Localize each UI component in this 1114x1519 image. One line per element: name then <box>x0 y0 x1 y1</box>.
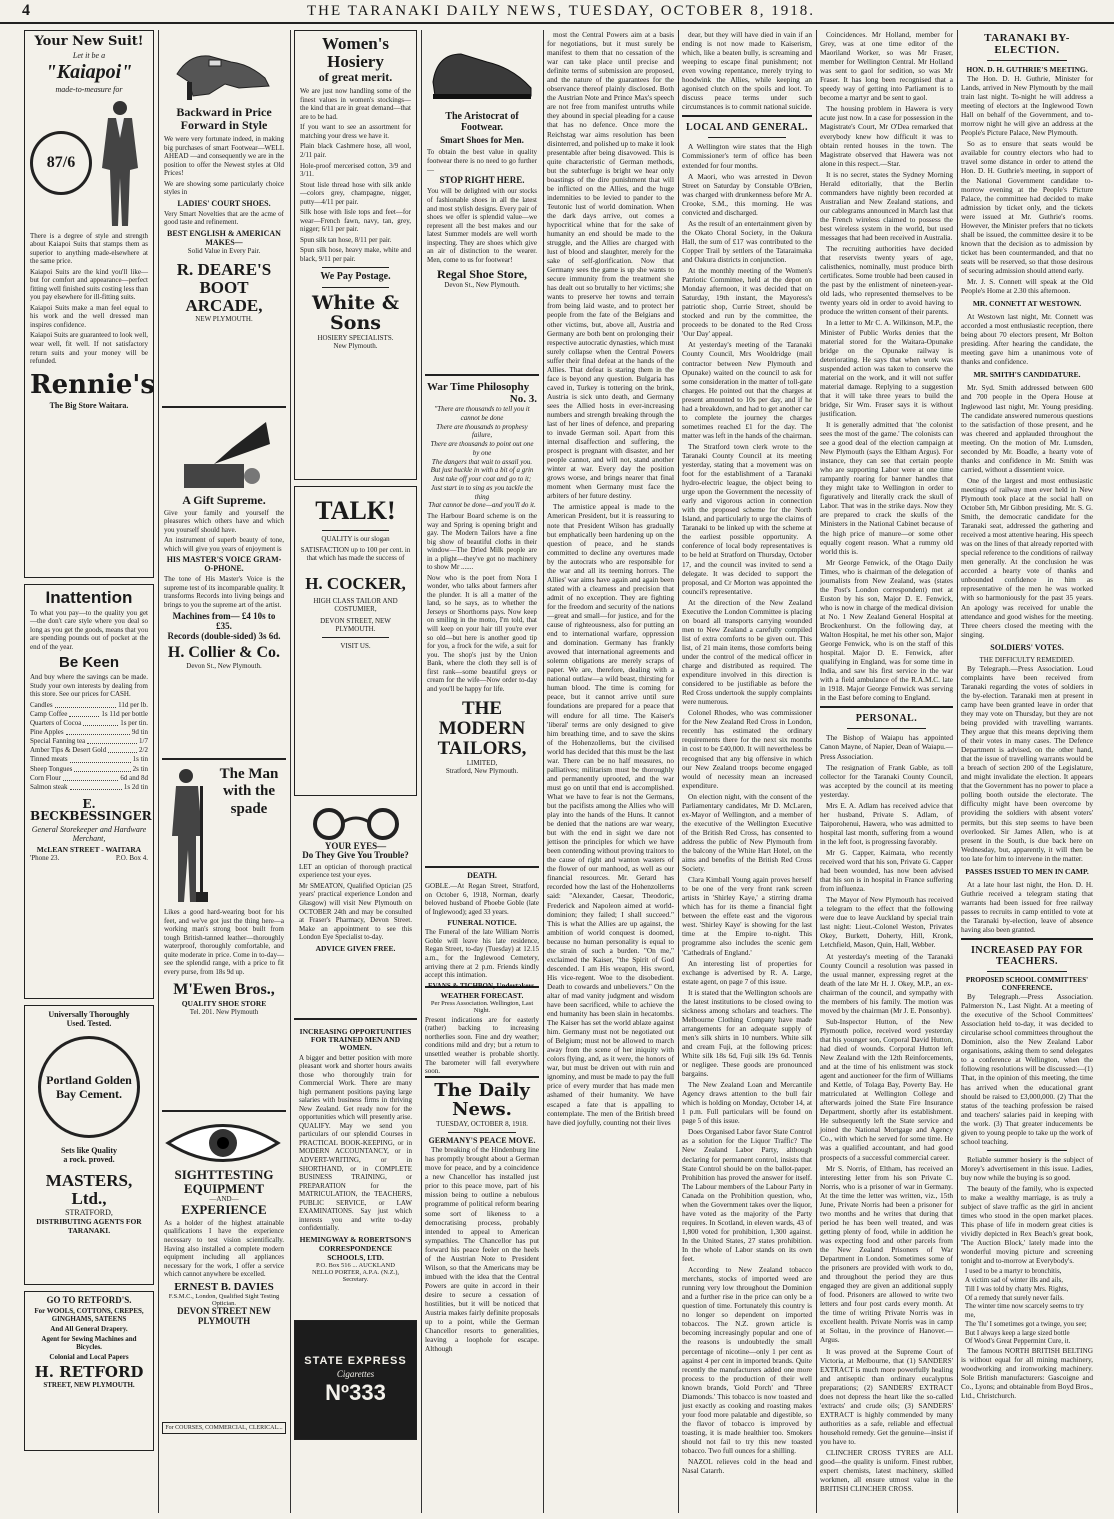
kaiapoi-brand: "Kaiapoi" <box>45 60 133 83</box>
advert-text: Kaiapoi Suits are guaranteed to look well, wear well, fit well. If not satisfactory return suits and your money will be refunded. <box>30 331 148 366</box>
section-heading: PERSONAL. <box>855 713 918 725</box>
section-heading: INCREASED PAY FOR TEACHERS. <box>970 945 1084 968</box>
modern-tailors-address: Stratford, New Plymouth. <box>445 767 519 776</box>
verse-line: A victim sad of winter ills and ails, <box>965 1276 1063 1285</box>
advert-text: We were very fortunate indeed, in making big purchases of smart Footwear—WELL AHEAD —and consequently we are in the position to offer the Newest styles at Old Prices! <box>164 135 284 178</box>
section-subheading: HON. D. H. GUTHRIE'S MEETING. <box>966 65 1088 74</box>
article-text: dear, but they will have died in vain if an ending is not now made to Kaiserism, which, like a beaten bully, is screaming and weeping to escape final punishment; not even vowing repentance, merely trying to hoodwink the Allies, while keeping an agonised clutch on the spoils and loot. To discuss peace terms under such circumstances is to commit national suicide. <box>682 30 812 112</box>
advert-heading: INCREASING OPPORTUNITIES FOR TRAINED MEN AND WOMEN. <box>299 1027 412 1052</box>
advert-text: We are showing some particularly choice styles in <box>164 179 284 197</box>
merchant-name: E. BECKBESSINGER <box>30 796 152 824</box>
article-text: The famous NORTH BRITISH BELTING is without equal for all mining machinery, woodworking and ironworking machinery. Sole British manufacturers: Gascoigne and Co., Lyons; and obtainable from Boyd Bros., Ltd., Christchurch. <box>961 1346 1093 1401</box>
deare-town: NEW PLYMOUTH. <box>195 314 253 323</box>
divider <box>425 374 539 376</box>
price-list <box>30 701 148 792</box>
hosiery-item: Spun silk hose, heavy make, white and black, 9/11 per pair. <box>300 246 411 263</box>
verse-line: Just start in to sing as you tackle the thing <box>430 483 534 501</box>
verse-line: The 'flu' I sometimes got a twinge, you see; <box>965 1319 1087 1328</box>
article-text: CLINCHER CROSS TYRES are ALL good—the quality is uniform. Finest rubber, expert chemists, latest machinery, skilled workmen, all ensure utmost value in the BRITISH CLINCHER CROSS. <box>820 1448 953 1494</box>
item-price: 11d per lb. <box>118 700 148 709</box>
notice-text: The Funeral of the late William Norris Goble will leave his late residence, Regan Street, to-day (Tuesday) at 12.15 a.m., for the Inglewood Cemetery, arriving there at 2 p.m. Friends kindly accept this intimation. <box>425 928 539 980</box>
price-list-item <box>30 755 148 764</box>
advert-text: Now who is the poet from Nora I wonder, who talks about farmers after the plunder. It is all a matter of the land, so he says, as to whether the Jerseys or Shorthorns pays. Now keep on smiling in the motto, I'm told, that will keep on your hair till you're ever so old—but here is another good tip for you, a frock for the wife, a suit for you. The shop's just by the Union Bank, where the cloth they sell is of first rank—some beautiful greys or cream for the wife—Now order to-day and you'll be happy for life. <box>427 573 537 693</box>
article-text: Clara Kimball Young again proves herself to be one of the very front rank screen artists in 'Shirley Kaye,' a stirring drama which has for its theme a financial fight between the effete east and the vigorous west. 'Shirley Kaye' is showing for the last time at the Empire to-night. This programme also includes the scenic gem 'Cathedrals of England.' <box>682 875 812 957</box>
advert-text: STOP RIGHT HERE. <box>439 175 525 186</box>
hosiery-items <box>300 142 411 263</box>
column-rule <box>678 30 679 1513</box>
merchant-phone: 'Phone 23. <box>30 853 60 862</box>
mewen-advert <box>162 764 286 1104</box>
column-rule <box>290 30 291 1513</box>
cocker-name: H. COCKER, <box>305 573 406 593</box>
advert-text: Likes a good hard-wearing boot for his feet, and we've got just the thing here—a working man's strong boot built from tough British-tanned leather—thoroughly waterproof, thoroughly comfortable, and quite moderate in price. Come in to-day—see the splendid range, with a price to fit every purse, from 18s 9d up. <box>164 908 284 976</box>
shoe-icon <box>169 34 279 104</box>
masters-cement-advert <box>24 1005 154 1285</box>
collier-town: Devon St., New Plymouth. <box>186 662 262 671</box>
item-price: 1s 11d per bottle <box>101 709 148 718</box>
inattention-advert <box>24 584 154 999</box>
modern-tailors-name: THE MODERN TAILORS, <box>437 698 527 760</box>
remedy-verse <box>961 1267 1093 1346</box>
column-rule <box>816 30 817 1513</box>
advert-text: Give your family and yourself the pleasures which others have and which you yourself should have. <box>164 508 284 534</box>
article-text: An interesting list of properties for exchange is advertised by R. A. Large, estate agent, on page 7 of this issue. <box>682 958 812 986</box>
suit-figure-icon <box>92 98 148 228</box>
item-price: 1s per tin. <box>120 719 148 728</box>
davies-name: ERNEST B. DAVIES <box>174 1280 274 1293</box>
item-price: 1s tin <box>132 755 148 764</box>
section-heading: LOCAL AND GENERAL. <box>685 122 809 134</box>
hemingway-box: P.O. Box 516 ... AUCKLAND <box>316 1261 395 1269</box>
article-text: most the Central Powers aim at a basis for negotiations, but it must surely be manifest to them that no cessation of the war can take place until precise and definite terms of submission are proposed, and the nature of the guarantees for the observance thereof plainly disclosed. Both the Austrian Note and Prince Max's speech are not free from manifest untruths while they abound in special pleading for a cause that has no defence. Once more the Reichstag war aims resolution has been disinterred, and polished up to make it look presentable after being disavowed. This is quite characteristic of German methods, but the subterfuge is bright we hear only boastings of the dire punishment that will be inflicted on the Allies, and the huge indemnities to be levied to pander to the Teutonic lust of world domination. When the dark days arrive, out comes a hypocritical whine that for the sake of humanity an end should be made to the struggle, and the Allies are charged with lust of blood and slaughter, merely for the sake of self-glorification. Now that Germany sees the game is up she wants to secure immunity from the treatment she has dealt out so brutally to her victims; she wants to preserve her towns and terrain from being laid waste, and to protect her people from the fate of the Belgians and other victims, but, above all, Austria and Germany are both bent on prolonging their respective autocratic dynasties, which must surely collapse when the Central Powers suffer their final defeat at the hands of the Allies. That defeat is staring them in the face is beyond any question. Bulgaria has caved in, Turkey is tottering on the brink, Austria is sick unto death, and Germany sees the Allied hosts in ever-increasing numbers and strength breaking through the last of her lines of defence, and preparing to invade German soil. Apart from this internal disaffection and suffering, the prospect is pregnant with disaster, and her people cannot, and will not, stand another winter at war. Every day the position grows worse, and brings nearer that final moment when Germany must face the arbiters of her future destiny. <box>547 30 674 501</box>
item-price: 1s 2d tin <box>123 782 148 791</box>
advert-text: Very Smart Novelties that are the acme of good taste and refinement. <box>164 209 284 227</box>
undertakers: EVANS & TICHBON, Undertakers. <box>427 981 537 990</box>
column-8 <box>961 30 1093 1513</box>
article-text: Mrs E. A. Adlam has received advice that her husband, Private S. Adlam, of Taiporohenui, Hawera, who was admitted to hospital last month, suffering from a wound in the left foot, is progressing favorably. <box>820 800 953 846</box>
modern-tailors-ltd: LIMITED, <box>466 759 498 768</box>
verse-line: There are thousands to prophesy failure, <box>436 422 528 440</box>
advert-text: If you want to see an assortment for matching your dress we have it. <box>300 123 411 140</box>
kaiapoi-advert <box>24 30 154 578</box>
white-sons-subtitle: HOSIERY SPECIALISTS. <box>317 333 394 342</box>
masthead <box>0 0 1114 24</box>
article-text: Coincidences. Mr Holland, member for Grey, was at one time editor of the Maoriland Worker, so was Mr Fraser, member for Wellington Central. Mr Holland was sent to gaol for sedition, so was Mr Fraser. It has long been recognised that a speedy way of getting into Parliament is to become a martyr and be sent to gaol. <box>820 30 953 103</box>
advert-text: Kaiapoi Suits are the kind you'll like—but for comfort and appearance—perfect fitting well finished suits costing less than you pay elsewhere for ill-fitting suits. <box>30 267 148 302</box>
white-sons-name: White & Sons <box>311 291 399 334</box>
hemingway-name: HEMINGWAY & ROBERTSON'S CORRESPONDENCE SCHOOLS, LTD. <box>299 1234 412 1262</box>
verse-line: Till I was told by chatty Mrs. Rights, <box>965 1284 1069 1293</box>
item-name: Amber Tips & Desert Gold <box>30 746 107 755</box>
article-text: Mr. J. S. Connett will speak at the Old People's Home at 2.30 this afternoon. <box>961 277 1093 296</box>
hemingway-advert <box>294 1024 417 1314</box>
state-express-advert <box>294 1320 417 1440</box>
advert-text: You will be delighted with our stocks of fashionable shoes in all the latest and most stylish designs. Every pair of shoes we offer is splendid value—we represent all the best makes and our latest Summer models are well worth inspecting. They are shoes which give an air of distinction to the wearer. Men, come to us for footwear! <box>427 187 537 264</box>
verse-line: That cannot be done—and you'll do it. <box>428 501 536 510</box>
price-list-item <box>30 737 148 746</box>
item-price: 9d tin <box>131 728 148 737</box>
article-text: A Wellington wire states that the High Commissioner's term of office has been extended for four months. <box>682 142 812 170</box>
smeaton-advert <box>294 802 417 1012</box>
advert-heading: War Time Philosophy <box>427 381 530 393</box>
davies-quals: F.S.M.C., London, Qualified Sight Testing Optician. <box>168 1293 280 1308</box>
deare-name: R. DEARE'S BOOT ARCADE, <box>176 259 272 315</box>
item-price: 2/2 <box>139 746 148 755</box>
advert-heading: Do They Give You Trouble? <box>302 850 409 861</box>
cocker-advert <box>294 486 417 796</box>
article-text: Colonel Rhodes, who was commissioner for the New Zealand Red Cross in London, recently has estimated the ordinary requirements there for the next six months in cost to be £40,000. It will nevertheless be recognised that any big offensive in which our New Zealand troops become engaged would of necessity mean an increased expenditure. <box>682 708 812 790</box>
davies-advert <box>162 1116 286 1416</box>
eye-icon <box>164 1118 282 1168</box>
advert-heading: Smart Shoes for Men. <box>440 135 524 145</box>
cocker-visit: VISIT US. <box>340 641 371 650</box>
spectacles-icon <box>301 806 411 842</box>
weather-text: Present indications are for easterly (rather) backing to increasing northerlies soon. Fine and dry weather; conditions mild and dry; but a return to unsettled weather is probable shortly. The barometer will fall everywhere soon. <box>425 1015 539 1076</box>
masters-name: MASTERS, Ltd., <box>45 1171 133 1208</box>
advert-text: Machines from— £4 10s to £35. <box>172 611 276 632</box>
advert-subheading: Let it be a <box>72 50 106 60</box>
item-name: Quarters of Cocoa <box>30 719 82 728</box>
advert-heading: No. 3. <box>509 392 537 405</box>
advert-heading: Inattention <box>45 588 133 607</box>
article-text: The beauty of the family, who is expected to make a wealthy marriage, is as truly a subject of slave traffic as the girl in ancient times who stood in the open market places. This phase of life in modern great cities is vividly depicted in Rex Beach's great book, 'The Auction Block,' lately made into the wonderful moving picture and screening tonight and to-morrow at Everybody's. <box>961 1183 1093 1266</box>
advert-text: As a holder of the highest attainable qualifications I have the experience necessary to test vision scientifically. Having also installed a complete modern equipment including all appliances necessary for the work, I offer a service which cannot anywhere be excelled. <box>164 1218 284 1279</box>
article-text: Mr George Fenwick, of the Otago Daily Times, who is chairman of the delegation of journalists from New Zealand, was (states the Post's London correspondent) met at Euston by his son, Major D. E. Fenwick, who is now in charge of the medical division at No. 1 New Zealand General Hospital at Brockenhurst. On the following day, at Walton Hospital, he met his other son, Major George Fenwick, who is on the staff of this hospital. Major D. E. Fenwick, after qualifying in England, was for some time in India, and saw his first service in the war with a field ambulance of the R.A.M.C. late in 1918. Major George Fenwick was serving in the East before coming to England. <box>820 557 953 703</box>
verse-line: But I always keep a large sized bottle <box>965 1328 1070 1337</box>
editorial-date: TUESDAY, OCTOBER 8, 1918. <box>436 1119 528 1128</box>
page-number: 4 <box>22 2 30 19</box>
article-text: The Stratford town clerk wrote to the Taranaki County Council at its meeting yesterday, stating that a movement was on foot for the establishment of a Taranaki hydro-electric league, the object being to urge upon the Government the necessity of early and vigorous action in connection with the proposed scheme for the North Island, and particularly to urge the claims of Taranaki to be linked up with the scheme at the earliest possible opportunity. A conference of local body representatives is to be held at Stratford on Thursday, October 17, and the council was invited to send a delegate. It was decided to support the proposal, and Cr Morton was appointed the council's representative. <box>682 441 812 596</box>
price-list-item <box>30 746 148 755</box>
divider <box>162 406 286 408</box>
advert-text: And buy where the savings can be made. Study your own interests by dealing from this store. See our prices for CASH. <box>30 673 148 699</box>
section-heading: WEATHER FORECAST. <box>440 991 524 1000</box>
advert-heading: Nº333 <box>325 1380 386 1406</box>
advert-text: Solid Value in Every Pair. <box>187 246 261 255</box>
hosiery-item: Silk hose with lisle tops and feet—for wear—French fawn, navy, tan, grey, nigger; 6/11 per pair. <box>300 208 411 234</box>
article-text: Does Organised Labor favor State Control as a solution for the Liquor Traffic? The New Zealand Labor Party, although declaring for permanent control, insists that State Control should be on the ballot-paper. Prohibition has proved the answer for itself. The Labour members of the Labour Party in Canada on the Prohibition question, who, when the Government takes over the liquor, have voted as the majority of the Party requires. In Scotland, in eleven wards, 43 of 1,800 voted for prohibition, 1,300 against. In the United States, 27 states prohibition. In the whole of Labor stands on its own feet. <box>682 1127 812 1264</box>
advert-heading: Backward in Price <box>176 105 272 119</box>
editorial-text: The breaking of the Hindenburg line has promptly brought about a German move for peace, and by a coincidence a new Chancellor has installed just prior to this peace move, part of his mission being to outline a nebulous programme of political reform bearing some sort of likeness to a democratising process, probably intended to appeal to American sympathies. The Chancellor has put forward his peace feeler on the heels of the Austrian Note to President Wilson, so that the Americans may be imbued with the idea that the Central Powers are quite in accord in their desire to secure a cessation of hostilities, but it will be noticed that Austria makes fairly definite proposals up to a point, while the German Chancellor resorts to generalities, leaving a loophole for escape. Although <box>425 1145 539 1354</box>
column-6 <box>682 30 812 1513</box>
article-text: The resignation of Frank Gable, as toll collector for the Taranaki County Council, was accepted by the council at its meeting yesterday. <box>820 762 953 799</box>
article-text: So as to ensure that seats would be available for country electors who had to travel some distance in order to attend the Hon. D. H. Guthrie's meeting, in support of the National Government candidate to-morrow evening at the People's Picture Palace, the committee had decided to make admission by ticket only, and the tickets were issued at Mr. Guthrie's rooms. However, the Minister prefers that no tickets shall be issued, the committee desire it to be known that the decision as to admission by ticket has been countermanded, and that no seats will be reserved, so that those desirous of securing admission should attend early. <box>961 139 1093 275</box>
retford-lines <box>30 1307 148 1361</box>
advert-heading: EXPERIENCE <box>181 1202 267 1218</box>
article-text: By Telegraph.—Press Association. Palmerston N., Last Night. At a meeting of the executive of the School Committees' Association held to-day, it was decided to circularise school committees throughout the Dominion, also the New Zealand Labor organisations, asking them to send delegates to a conference at Wellington, when the following resolutions will be discussed:—(1) That, in the opinion of this meeting, the time has arrived when the educational grant should be raised to £3,000,000. (2) That the status of the teaching profession be raised and teachers' salaries paid in keeping with the work. (3) That greater inducements be given to young people to take up the work of school teaching. <box>961 992 1093 1146</box>
verse-line: "There are thousands to tell you it cannot be done <box>434 405 530 422</box>
philosophy-verse <box>427 405 537 510</box>
advert-text: a rock. proved. <box>63 1155 115 1164</box>
item-name: Special Fanning tea <box>30 737 86 746</box>
article-text: As the result of an entertainment given by the Okato Choral Society, in the Oakura Hall, the sum of £17 was contributed to the Copper Trail by settlers of the Tataraimaka and Oakura districts in conjunction. <box>682 218 812 264</box>
advert-text: There is a degree of style and strength about Kaiapoi Suits that stamps them as superior to anything made-elsewhere at the same price. <box>30 231 148 266</box>
article-text: It is generally admitted that 'the colonist sees the most of the game.' The colonists can see a good deal of the election campaign at New Plymouth (says the Eltham Argus). For instance, they can see that certain people who are supporting Labor were at one time rampantly roaring for banner handles that they might take to Wellington in order to figuratively and literally crack the skull of Labor. That was in the strike days. Now they are prepared to crack the skulls of the Ministers in the National Cabinet because of the high price of manure—or some other equally cogent reason. What a rummy old world this is. <box>820 419 953 556</box>
weather-forecast <box>425 991 539 1076</box>
price-badge: 87/6 <box>30 131 92 195</box>
advert-text: —AND— <box>209 1195 239 1204</box>
retford-line: Colonial and Local Papers <box>49 1353 129 1362</box>
hosiery-advert <box>294 30 417 480</box>
article-text: At a late hour last night, the Hon. D. H. Guthrie received a telegram stating that warrants had been issued for free railway passes to recruits in camp entitled to vote at the Taranaki by-election, leave of absence having also been granted. <box>961 879 1093 934</box>
article-text: In a letter to Mr C. A. Wilkinson, M.P., the Minister of Public Works denies that the material stored for the Waitara-Opunake bridge on the Opunake railway is deteriorating. He says that when work was suspended action was taken to conserve the material on the work, and it will not suffer material damage. Replying to a suggestion that it will take three years to build the bridge, Sir Wm. Fraser says it is without justification. <box>820 318 953 418</box>
item-name: Salmon steak <box>30 782 68 791</box>
price-list-item <box>30 774 148 783</box>
weather-source: Per Press Association. Wellington, Last Night. <box>430 999 534 1014</box>
section-heading: TARANAKI BY-ELECTION. <box>984 32 1070 56</box>
article-text: According to New Zealand tobacco merchants, stocks of imported weed are running very low throughout the Dominion and a further rise in the price can only be a question of time. Fortunately this country is no longer so dependent on imported tobaccos. The N.Z. grown article is becoming increasingly popular and one of the reasons is undoubtedly the small percentage of nicotine—only 1 per cent as against 4 per cent in imported brands. Quite recently the manufacturers added one more process to the production of their well known brands, 'Gold Porch' and 'Three Diamonds.' This tobacco is now toasted and just exactly as cooking and roasting makes your food more palatable and digestible, so the flavor of tobacco is improved by toasting, it is made healthier too. Smokers should not fail to try this new toasted tobacco. Two full ounces for a shilling. <box>682 1265 812 1456</box>
item-name: Camp Coffee <box>30 709 68 718</box>
editorial-heading: GERMANY'S PEACE MOVE. <box>428 1135 536 1145</box>
advert-heading: GO TO RETFORD'S. <box>46 1295 132 1305</box>
price-row <box>30 98 148 228</box>
column-rule <box>957 30 958 1513</box>
article-text: At Westown last night, Mr. Connett was accorded a most enthusiastic reception, there being about 70 electors present, Mr Bolton presiding. After hearing the candidate, the meeting gave him a unanimous vote of thanks and confidence. <box>961 312 1093 367</box>
cocker-address: DEVON STREET, NEW PLYMOUTH. <box>320 616 391 633</box>
advert-heading: The Aristocrat of Footwear. <box>445 111 519 133</box>
modern-tailors-advert <box>425 380 539 860</box>
advert-text: We Pay Postage. <box>320 271 391 283</box>
hosiery-item: Spun silk tan hose, 8/11 per pair. <box>300 235 392 244</box>
deare-advert <box>162 30 286 400</box>
article-text: NAZOL relieves cold in the head and Nasal Catarrh. <box>682 1457 812 1476</box>
store-subtitle: The Big Store Waitara. <box>49 400 129 410</box>
verse-line: The winter time now scarcely seems to try me, <box>965 1302 1084 1320</box>
column-3 <box>294 30 417 1513</box>
advert-heading: Women's Hosiery <box>321 34 390 71</box>
mewen-top <box>164 766 284 906</box>
price-list-item <box>30 728 148 737</box>
price-list-item <box>30 783 148 792</box>
advert-footer: For COURSES, COMMERCIAL, CLERICAL... <box>162 1422 286 1434</box>
gramophone-icon <box>174 414 274 494</box>
article-text: At yesterday's meeting of the Taranaki County Council, Mrs Wooldridge (mail contractor between New Plymouth and Opunake) waited on the council to ask for some consideration in the matter of toll-gate charges. He pointed out that the charges at present amounted to 10s per day, and if he had a breakdown, and had to get another car to complete the journey the charges sometimes reached £1 for the day. The matter was left in the hands of the chairman. <box>682 340 812 440</box>
collier-advert <box>162 412 286 752</box>
regal-name: Regal Shoe Store, <box>436 267 528 282</box>
digger-figure-icon <box>164 766 210 906</box>
hosiery-item: Stout lisle thread hose with silk ankle—colors grey, champagne, nigger, putty—4/11 per pair. <box>300 180 411 206</box>
advert-heading: of great merit. <box>318 69 393 84</box>
column-2 <box>162 30 286 1513</box>
verse-line: I used to be a martyr to bronchitis, <box>965 1267 1062 1276</box>
advert-text: Kaiapoi Suits make a man feel equal to his work and the well dressed man inspires confidence. <box>30 303 148 329</box>
article-text: The armistice appeal is made to the American President, but it is reassuring to note that President Wilson has gradually but emphatically been hardening up on the question of peace, and he stands committed to decline any overtures made by the autocrats who are responsible for the war and all its teeming horrors. The Allies' war aims have again and again been stated with a clearness and precision that admit of no exception. They are fighting for the freedom and security of the nations—great and small—for justice, and for the cause of righteousness, also for putting an end to international warfare, oppression and domination. Germany has frankly avowed that international agreements and solemn obligations are merely scraps of paper. We are, therefore, dealing with a national outlaw—a wild beast, thirsting for human blood. The time is coming for peace, but it cannot arrive until sure foundations are prepared for a peace that will endure for all time. The Kaiser's 'liberal' terms are only designed to give him breathing time, and to save the skins of the Hohenzollerns, but the civilised world has decided that this must be the last war. There can be no half measures, no palliatives; militarism must be thoroughly and permanently uprooted, and the war must go on until that end is accomplished. What we have to fear is not the Germans, but the pacifists among the Allies who will play into the hands of the Huns. It cannot be denied that the nations are war weary, but with the end in sight we dare not jettison the principles for which we have been contending without proving traitors to the cause of right and wanton wasters of the flower of our manhood, as well as our financial resources. Mr. Gerard has recorded how the last of the Hohenzollerns said: "Alexander, Caesar, Theodoric, Frederick and Napoleon aimed at world-dominion; they failed; I shall succeed." This is what the Allies are up against, the ambition of world conquest is doomed, because no human personality is equal to the strain of such a burden. "On me," exclaimed the Kaiser, "the Spirit of God descended. I am His weapon, His sword, His vice-regent. Woe to the disobedient. Death to cowards and unbelievers." On the altar of mad vanity judgment and wisdom have been sacrificed, while to achieve the end humanity has been slain in hecatombs. The Kaiser has set the world ablaze against him. Germany must not be negotiated out of Belgium; must not be allowed to march away from the scene of her iniquity with colors flying, and, as it were, the honors of war, but must be driven out with ruin and ignominy, and must be made to pay the full price of every murder that has made men ashamed of their humanity. We have escaped a fate that is appalling to contemplate. The men of the British breed have died joyfully, counting not their lives <box>547 502 674 1127</box>
divider <box>294 1018 417 1020</box>
mewen-name: M'Ewen Bros., <box>173 981 275 999</box>
column-5 <box>547 30 674 1513</box>
advert-subheading: made-to-measure for <box>55 84 123 94</box>
column-rule <box>158 30 159 1513</box>
advert-text: Cigarettes <box>336 1369 375 1380</box>
white-sons-town: New Plymouth. <box>333 341 378 350</box>
divider <box>425 1076 539 1078</box>
column-4 <box>425 30 539 1513</box>
retford-advert <box>24 1291 154 1451</box>
divider <box>425 866 539 868</box>
merchant-box: P.O. Box 4. <box>115 853 148 862</box>
paper-nameplate: The Daily News. <box>434 1080 530 1120</box>
masters-town: STRATFORD, <box>65 1207 113 1217</box>
article-text: The Mayor of New Plymouth has received a telegram to the effect that the following were due to leave Auckland by special train last night: Lieut.-Colonel Weston, Privates Okey, Burkett, Doherty, Hill, Kronk, Letchfield, Mason, Quin, Hall, Webber. <box>820 895 953 950</box>
verse-line: The dangers that wait to assail you. <box>431 457 533 466</box>
article-text: At yesterday's meeting of the Taranaki County Council a resolution was passed in the usual manner, expressing regret at the death of the late Mr H. J. Okey, M.P., an ex-chairman of the council, and sympathy with the members of his family. The motion was moved by the chairman (Mr J. E. Ponsonby). <box>820 951 953 1015</box>
article-text: It is no secret, states the Sydney Morning Herald editorially, that the Berlin commanders have nightly been recorded at Australian and New Zealand stations, and our cablegrams announced in March last that the French wireless claimed to possess the best wireless system in the world, but used messages that had been received in Australia. <box>820 169 953 243</box>
advert-text: A bigger and better position with more pleasant work and shorter hours awaits those who thoroughly train for Commercial Work. There are many high permanent positions paying large salaries with business firms in thriving New Zealand. Get ready now for the opportunities which will presently arise. QUALIFY. May we send you particulars of our splendid Courses in PRACTICAL BOOK-KEEPING, or in MODERN ACCOUNTANCY, or in ADVERT-WRITING, or in SHORTHAND, or in COMPLETE BUSINESS TRAINING, or PREPARATION for the MATRICULATION, the TEACHERS, PUBLIC SERVICE, or LAW EXAMINATIONS. Say just which interests you and write to-day confidentially. <box>299 1053 412 1233</box>
verse-line: There are thousands to point out one by one <box>430 440 534 457</box>
item-name: Pine Apples <box>30 728 64 737</box>
advert-heading: SIGHTTESTING <box>174 1167 274 1182</box>
advert-text: SATISFACTION up to 100 per cent. in that which has made the success of <box>300 545 411 563</box>
price-list-item <box>30 710 148 719</box>
store-name: Rennie's <box>30 369 155 400</box>
cement-badge: Portland Golden Bay Cement. <box>38 1036 140 1138</box>
advert-text: An instrument of superb beauty of tone, which will give you years of enjoyment is <box>164 536 284 553</box>
retford-line: Agent for Sewing Machines and Bicycles. <box>41 1335 137 1352</box>
advert-text: ADVICE GIVEN FREE. <box>315 943 396 953</box>
davies-address: DEVON STREET NEW PLYMOUTH <box>177 1306 271 1326</box>
section-subheading: SOLDIERS' VOTES. <box>990 642 1064 652</box>
item-name: Candles <box>30 700 53 709</box>
advert-text: To obtain the best value in quality footwear there is no need to go further— <box>427 148 537 174</box>
notice-text: GOBLE.—At Regan Street, Stratford, on October 6, 1918, Norman, dearly beloved husband of Phoebe Goble (late of Inglewood); aged 33 years. <box>425 882 539 916</box>
retford-address: STREET, NEW PLYMOUTH. <box>43 1381 135 1390</box>
merchant-address: McLEAN STREET - WAITARA <box>36 844 142 854</box>
article-text: The New Zealand Loan and Mercantile Agency draws attention to the bull fair which is holding on Monday, October 14, at 1 p.m. Full particulars will be found on page 5 of this issue. <box>682 1080 812 1126</box>
section-heading: DEATH. <box>467 871 497 880</box>
merchant-subtitle: General Storekeeper and Hardware Merchant, <box>31 824 147 843</box>
item-price: 2s tin <box>132 764 148 773</box>
article-text: Sub-Inspector Hutton, of the New Plymouth police, received word yesterday that his younger son, Corporal David Hutton, had died of wounds. Corporal Hutton left New Zealand with the 12th Reinforcements, and at the time of his enlistment was stock agent and auctioneer for the firm of Williams and Kettle, of Tolaga Bay, Poverty Bay. He matriculated at Wellington College and afterwards joined the State Fire Insurance Department, shortly after its establishment. He subsequently left the State service and joined the National Mortgage and Agency Co., with which he served for some time. He was a qualified accountant, and had good prospects of a successful commercial career. <box>820 1016 953 1162</box>
section-heading: FUNERAL NOTICE. <box>447 917 517 927</box>
section-subheading: PASSES ISSUED TO MEN IN CAMP. <box>965 866 1089 876</box>
column-7 <box>820 30 953 1513</box>
article-text: Mr. Syd. Smith addressed between 600 and 700 people in the Opera House at Inglewood last night, Mr. Young presiding. The candidate answered numerous questions to the satisfaction of those present, and he was cheered and applauded throughout the meeting. On the motion of Mr. Lumsden, seconded by Mr. Boadle, a hearty vote of thanks and confidence in Mr. Smith was carried, without a dissentient voice. <box>961 383 1093 474</box>
advert-heading: Your New Suit! <box>34 34 144 49</box>
column-1 <box>24 30 154 1513</box>
hemingway-rep: NELLO PORTER, A.P.A. (N.Z.), Secretary. <box>312 1268 399 1283</box>
retford-line: And All General Drapery. <box>50 1325 128 1334</box>
mewen-phone: Tel. 201. New Plymouth <box>189 1008 259 1017</box>
column-rule <box>543 30 544 1513</box>
price-list-item <box>30 701 148 710</box>
divider <box>162 758 286 760</box>
section-subheading: MR. SMITH'S CANDIDATURE. <box>973 370 1081 380</box>
price-list-item <box>30 719 148 728</box>
advert-heading: YOUR EYES— <box>324 841 387 851</box>
advert-text: Records (double-sided) 3s 6d. <box>167 631 281 642</box>
retford-name: H. RETFORD <box>34 1363 144 1382</box>
item-price: 6d and 8d <box>120 773 148 782</box>
men-shoe-icon <box>427 32 537 112</box>
hosiery-item: Hole-proof mercerised cotton, 3/9 and 3/11. <box>300 161 411 179</box>
advert-heading: The Man with the spade <box>219 766 279 817</box>
advert-text: Universally Thoroughly <box>48 1010 130 1019</box>
regal-advert <box>425 30 539 368</box>
verse-line: Of a remedy that surely never fails. <box>965 1293 1064 1302</box>
article-text: Mr G. Capper, Kaimata, who recently received word that his son, Private G. Capper had been wounded, has now been advised that his son is in hospital in France suffering from influenza. <box>820 847 953 894</box>
column-rule <box>421 30 422 1513</box>
advert-text: Sets like Quality <box>60 1146 117 1155</box>
advert-heading: TALK! <box>315 496 396 525</box>
advert-text: Used. Tested. <box>66 1019 112 1028</box>
item-name: Sheep Tongues <box>30 764 73 773</box>
collier-name: H. Collier & Co. <box>167 644 281 662</box>
article-text: The recruiting authorities have decided that reservists twenty years of age, calisthenics, nominally, must produce birth certificates. Some trouble had been caused in the past by the enlistment of nineteen-year-old lads, who represented themselves to be twenty years old in order to avoid having to produce the written consent of their parents. <box>820 244 953 317</box>
article-text: At the monthly meeting of the Women's Patriotic Committee, held at the depot on Monday afternoon, it was decided that on Saturday, 19th instant, the Mayoress's patriotic shop, Currie Street, should be stocked and run by the committee, the proceeds to be donated to the Red Cross 'Our Day' appeal. <box>682 266 812 339</box>
advert-heading: Be Keen <box>58 653 120 671</box>
masthead-title: THE TARANAKI DAILY NEWS, TUESDAY, OCTOBER 8, 1918. <box>306 2 815 19</box>
advert-text: HIS MASTER'S VOICE GRAM-O-PHONE. <box>166 555 282 574</box>
advert-text: To what you pay—to the quality you get—the don't care style where you deal so long as you get the goods, means that you are spending pounds out of pocket at the end of the year. <box>30 608 148 651</box>
advert-text: We are just now handling some of the finest values in women's stockings—the kind that are in great demand—that are to be had. <box>300 87 411 121</box>
advert-text: The tone of His Master's Voice is the supreme test of its incomparable quality. It transforms Records into living beings and brings to you the supreme art of the artist. <box>164 575 284 609</box>
article-text: By Telegraph.—Press Association. Loud complaints have been received from Taranaki regarding the votes of soldiers in the by-election. Taranaki men at present in camp have been granted leave in order that they may vote on Thursday, but they are not being provided with travelling warrants. They argue that this means depriving them of their votes in many cases. The Defence Department is advised, on the other hand, that the issue of travelling warrants would be a breach of section 200 of the Legislature, and might invalidate the election. It appears that the Government has no power to place a polling booth outside the electorate. The difficulty might have been overcome by providing the soldiers with absent voters' permits, but this step seems to have been overlooked. Sir James Allen, who is at present in the South, is due back here on Wednesday, but, apparently, it will then be too late for him to intervene in the matter. <box>961 663 1093 863</box>
hosiery-item: Plain black Cashmere hose, all wool, 2/11 pair. <box>300 142 411 159</box>
mewen-subtitle: QUALITY SHOE STORE <box>181 999 267 1009</box>
advert-heading: Forward in Style <box>180 117 268 132</box>
article-text: The housing problem in Hawera is very acute just now. In a case for possession in the Magistrate's Court, Mr O'Dea remarked that everybody knew how difficult it was to obtain rented houses in the town. The Magistrate observed that Hawera was not alone in this respect.—Star. <box>820 104 953 168</box>
advert-text: The Harbour Board scheme is on the way and Spring is opening bright and gay. The Modern Tailors have a fine big show of beautiful cloths in their window—The Dried Milk people are in a plight—they've got no machinery to show Mr ....... <box>427 512 537 572</box>
death-notice <box>425 871 539 990</box>
retford-line: For WOOLS, COTTONS, CREPES, GINGHAMS, SATEENS <box>34 1307 144 1324</box>
article-text: Mr S. Norris, of Eltham, has received an interesting letter from his son Private C. Norris, who is a prisoner of war in Germany. At the time the letter was written, viz., 15th June, Private Norris had been a prisoner for two months and he writes that during that period he has been well treated, and was getting plenty of food, while in addition he was expecting food and other parcels from the New Zealand Prisoners of War Department in London. Sometimes some of the prisoners are provided with work to do, and throughout the period they are thus engaged they are given an additional supply of food. Prisoners are allowed to write two letters and four post cards every month. At the time of writing Private Norris was in excellent health. Private Norris was in camp at Soltau, in the province of Hanover.—Argus. <box>820 1163 953 1345</box>
section-subheading: THE DIFFICULTY REMEDIED. <box>979 655 1075 664</box>
item-name: Tinned meats <box>30 755 68 764</box>
verse-line: Of Wood's Great Peppermint Cure, it. <box>965 1337 1071 1346</box>
article-text: The Hon. D. H. Guthrie, Minister for Lands, arrived in New Plymouth by the mail train last night. To-night he will address a meeting of electors at the Inglewood Town Hall on behalf of the Government, and to-morrow night he will give an address at the People's Picture Palace, New Plymouth. <box>961 74 1093 138</box>
divider <box>162 1110 286 1112</box>
article-text: It was proved at the Supreme Court of Victoria, at Melbourne, that (1) SANDERS' EXTRACT is much more powerfully healing and antiseptic than ordinary eucalyptus preparations; (2) SANDERS' EXTRACT does not depress the heart like the so-called 'extracts' and crude oils; (3) SANDERS' EXTRACT is highly commended by many authorities as a safe, reliable and effectual household remedy. Get the genuine—insist if you have to. <box>820 1346 953 1446</box>
item-price: 1/7 <box>139 737 148 746</box>
advert-text: BEST ENGLISH & AMERICAN MAKES— <box>167 228 281 247</box>
article-text: Reliable summer hosiery is the subject of Morey's advertisement in this issue. Ladies, buy now while the buying is so good. <box>961 1154 1093 1182</box>
article-text: One of the largest and most enthusiastic meetings of railway men ever held in New Plymouth took place at the social hall on October 5th, Mr Gibbon presiding. Mr. S. G. Smith, the democratic candidate for the Taranaki seat, addressed the gathering and received a most attentive hearing. His speech was on the lines of that already reported with special reference to the conditions of railway men generally. At the conclusion he was accorded a hearty vote of thanks and unbounded confidence in him as representative of the men he was worked with so harmoniously for the past 35 years. An apology was received for unable the attendance and good wishes for the meeting. Three cheers closed the meeting with the singing. <box>961 475 1093 639</box>
price-list-item <box>30 765 148 774</box>
article-text: On election night, with the consent of the Parliamentary candidates, Mr D. McLaren, ex-Mayor of Wellington, and a member of the executive of the Wellington Executive of the British Red Cross, has consented to address the public of New Plymouth from the balcony of the White Hart Hotel, on the aims and benefits of the British Red Cross Society. <box>682 791 812 874</box>
advert-text: QUALITY is our slogan <box>321 535 390 544</box>
advert-text: Mr SMEATON, Qualified Optician (25 years' practical experience London and Glasgow) will visit New Plymouth on OCTOBER 24th and may be consulted at Fraser's Pharmacy, Devon Street. Make an appointment to see this London Eye Specialist to-day. <box>299 881 412 942</box>
section-subheading: PROPOSED SCHOOL COMMITTEES' CONFERENCE. <box>965 976 1089 993</box>
article-text: It is stated that the Wellington schools are the latest institutions to be closed owing to sickness among scholars and teachers. The Melbourne Clothing Company have made arrangements for an adequate supply of men's silk shirts in 10 numbers. White silk and cream Fuji, at the following prices: White silk 18s 6d, Fuji silk 19s 6d. Tennis or negligee. These goods are pronounced bargains. <box>682 987 812 1079</box>
advert-text: LADIES' COURT SHOES. <box>177 198 271 208</box>
cocker-subtitle: HIGH CLASS TAILOR AND COSTUMIER, <box>313 596 398 613</box>
verse-line: Just take off your coat and go to it; <box>432 475 532 484</box>
advert-heading: STATE EXPRESS <box>304 1354 407 1367</box>
advert-heading: EQUIPMENT <box>183 1180 265 1196</box>
item-name: Corn Flour <box>30 773 61 782</box>
regal-address: Devon St., New Plymouth. <box>444 280 520 289</box>
verse-line: But just buckle in with a bit of a grin <box>430 466 534 475</box>
article-text: At the direction of the New Zealand Executive the London Committee is placing on board all transports carrying wounded men to New Zealand a carefully compiled list of extra comforts to be given out. This list, of 21 main items, those comforts being under the control of the medical officer in charge and distributed as required. The expenditure involved in this direction is considered to be justifiable as before the Red Cross undertook the supply complaints were numerous. <box>682 597 812 707</box>
masters-subtitle: DISTRIBUTING AGENTS FOR TARANAKI. <box>36 1216 142 1235</box>
article-text: A Maori, who was arrested in Devon Street on Saturday by Constable O'Brien, was charged with drunkenness before Mr A. Crooke, S.M., this morning. He was convicted and discharged. <box>682 171 812 217</box>
section-subheading: MR. CONNETT AT WESTOWN. <box>972 299 1082 309</box>
article-text: The Bishop of Waiapu has appointed Canon Mayne, of Napier, Dean of Waiapu.—Press Association. <box>820 733 953 761</box>
advert-heading: A Gift Supreme. <box>182 493 266 507</box>
advert-text: LET an optician of thorough practical experience test your eyes. <box>299 862 412 880</box>
